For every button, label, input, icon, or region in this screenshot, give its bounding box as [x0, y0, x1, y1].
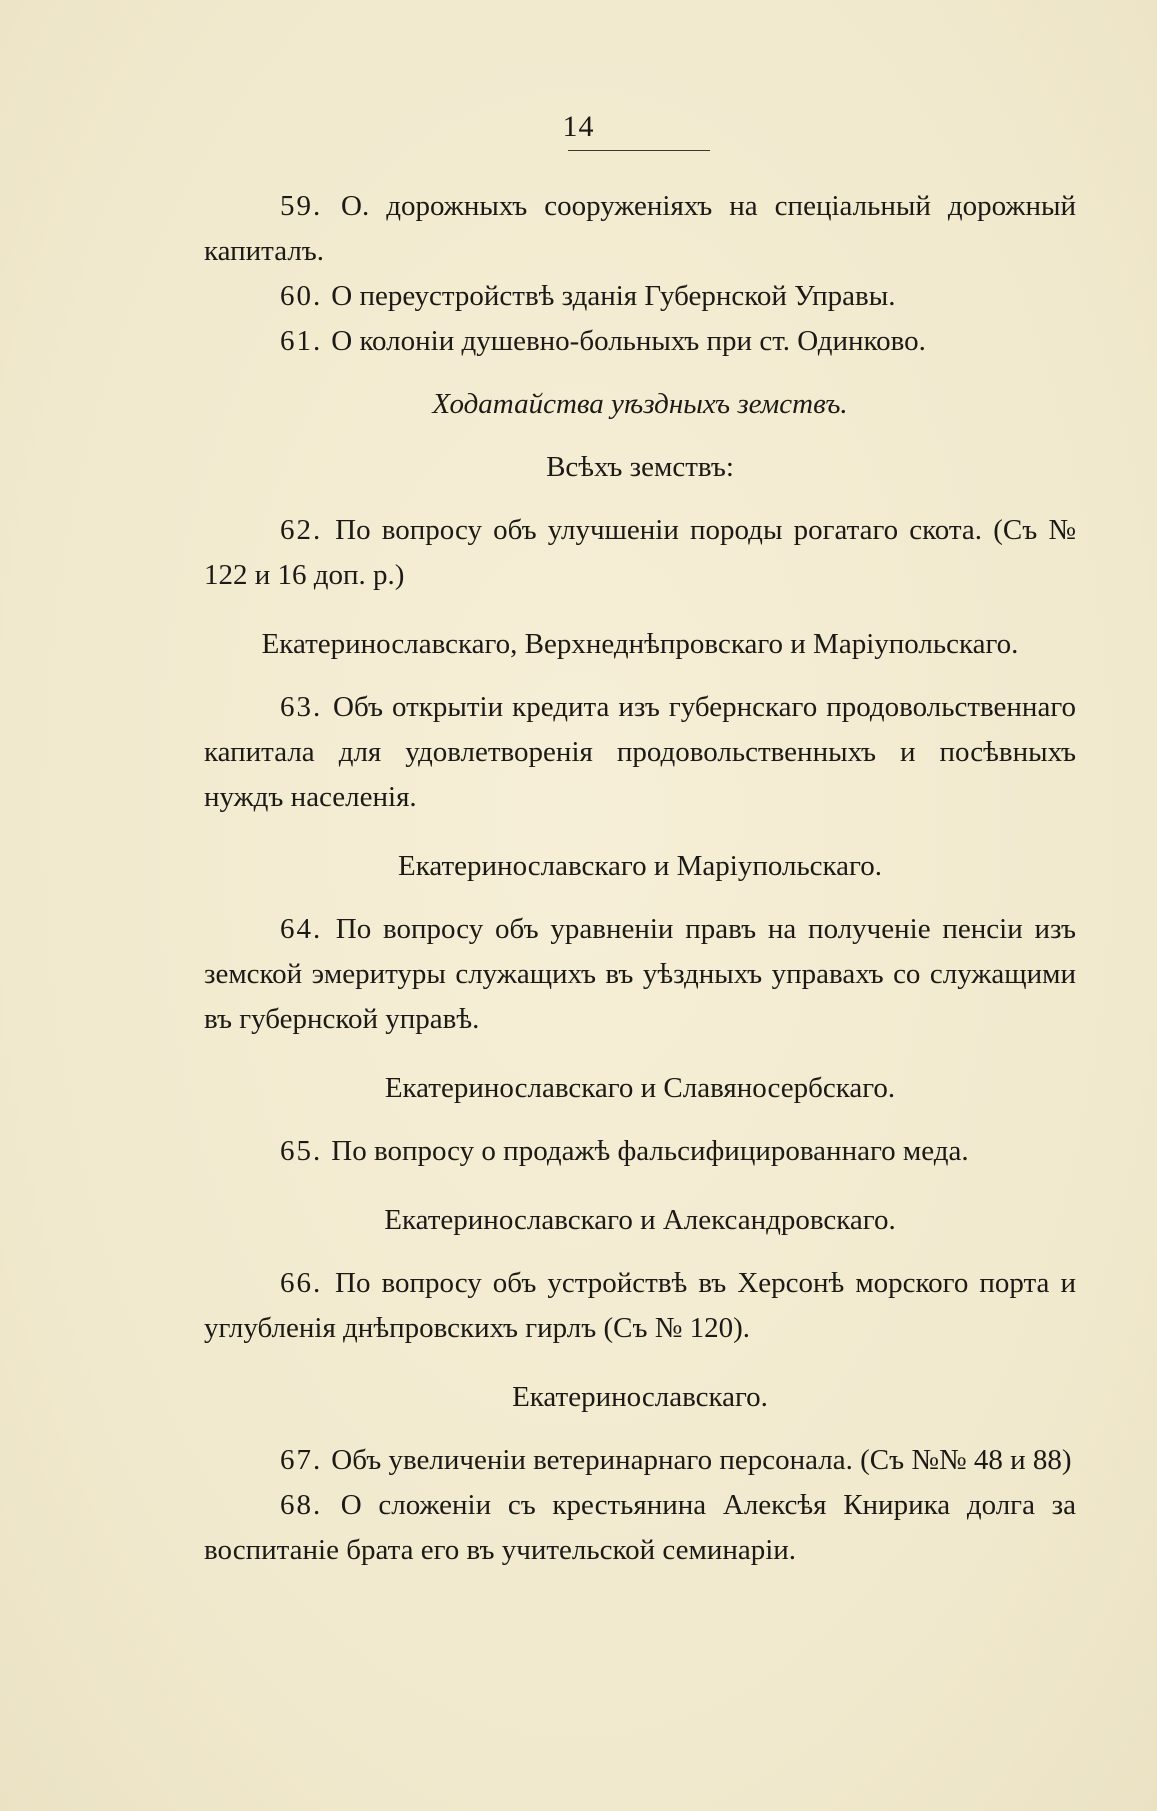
- item-68: [204, 1483, 1076, 1573]
- item-63-number: 63.: [280, 691, 323, 723]
- item-68-text: О сложеніи съ крестьянина Алексѣя Книрика долга за воспитаніе брата его въ учительской семинаріи.: [204, 1489, 1076, 1566]
- item-61-number: 61.: [280, 325, 323, 357]
- item-65: [204, 1129, 1076, 1174]
- item-61-text: О колоніи душевно-больныхъ при ст. Одинково.: [331, 325, 926, 357]
- subheading-ekat: Екатеринославскаго.: [512, 1381, 768, 1413]
- item-61: [204, 319, 1076, 364]
- item-62-number: 62.: [280, 514, 323, 546]
- page-number: 14: [562, 110, 595, 143]
- item-59-number: 59.: [280, 190, 323, 222]
- item-66: [204, 1261, 1076, 1351]
- item-62-text: По вопросу объ улучшеніи породы рогатаго скота. (Съ № 122 и 16 доп. р.): [204, 514, 1077, 591]
- item-62: [204, 508, 1076, 598]
- item-68-number: 68.: [280, 1489, 323, 1521]
- item-64: [204, 907, 1076, 1042]
- item-67: [204, 1438, 1076, 1483]
- item-65-text: По вопросу о продажѣ фальсифицированнаго меда.: [331, 1135, 969, 1167]
- item-66-number: 66.: [280, 1267, 323, 1299]
- page-number-rule: [568, 150, 710, 151]
- item-66-text: По вопросу объ устройствѣ въ Херсонѣ морского порта и углубленія днѣпровскихъ гирлъ (Съ № 120).: [204, 1267, 1076, 1344]
- item-63: [204, 685, 1076, 820]
- item-67-text: Объ увеличеніи ветеринарнаго персонала. (Съ №№ 48 и 88): [331, 1444, 1072, 1476]
- item-64-number: 64.: [280, 913, 323, 945]
- item-59: [204, 184, 1076, 274]
- item-60: [204, 274, 1076, 319]
- subheading-all-zemstvos: Всѣхъ земствъ:: [546, 451, 734, 483]
- page-body: [204, 184, 1076, 1573]
- item-65-number: 65.: [280, 1135, 323, 1167]
- item-60-text: О переустройствѣ зданія Губернской Управы.: [331, 280, 896, 312]
- item-60-number: 60.: [280, 280, 323, 312]
- item-64-text: По вопросу объ уравненіи правъ на полученіе пенсіи изъ земской эмеритуры служащихъ въ уѣздныхъ управахъ со служащими въ губернской управѣ.: [204, 913, 1076, 1035]
- item-59-text: О. дорожныхъ сооруженіяхъ на спеціальный дорожный капиталъ.: [204, 190, 1076, 267]
- section-heading: Ходатайства уѣздныхъ земствъ.: [432, 388, 848, 420]
- subheading-ekat-slavyanoserb: Екатеринославскаго и Славяносербскаго.: [384, 1072, 896, 1104]
- item-67-number: 67.: [280, 1444, 323, 1476]
- subheading-ekat-aleksandrov: Екатеринославскаго и Александровскаго.: [384, 1204, 896, 1236]
- item-63-text: Объ открытіи кредита изъ губернскаго продовольственнаго капитала для удовлетворенія продовольственныхъ и посѣвныхъ нуждъ населенія.: [204, 691, 1076, 813]
- subheading-ekat-verkh-mariup: Екатеринославскаго, Верхнеднѣпровскаго и Маріупольскаго.: [261, 628, 1019, 660]
- subheading-ekat-mariup: Екатеринославскаго и Маріупольскаго.: [398, 850, 882, 882]
